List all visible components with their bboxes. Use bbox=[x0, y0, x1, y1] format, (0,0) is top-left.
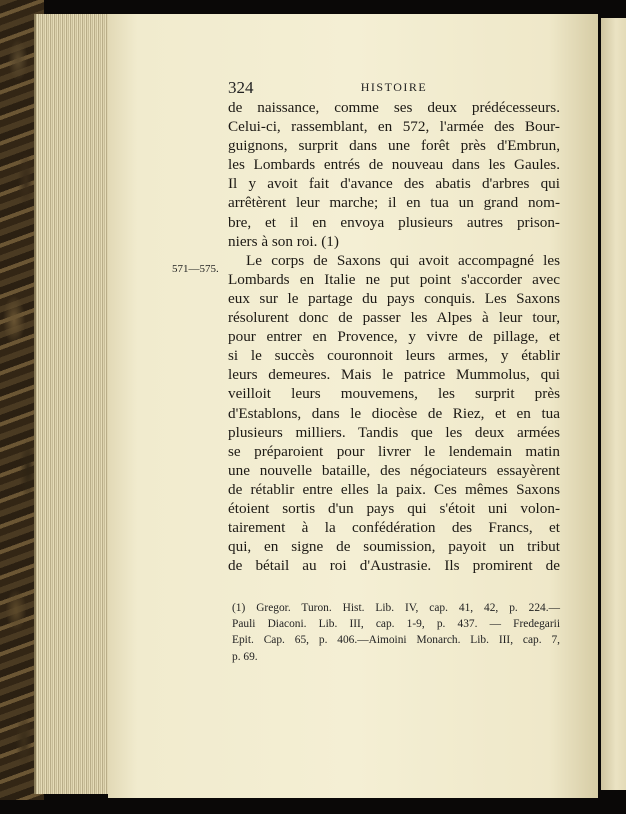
text-line: veilloit leurs mouvemens, les surprit près bbox=[228, 385, 560, 403]
text-line: leurs demeures. Mais le patrice Mummolus, qui bbox=[228, 366, 560, 384]
text-line: les Lombards entrés de nouveau dans les Gaules. bbox=[228, 156, 560, 174]
text-line: d'Establons, dans le diocèse de Riez, et en tua bbox=[228, 404, 560, 422]
text-line: guignons, surprit dans une forêt près d'Embrun, bbox=[228, 137, 560, 155]
page-edges bbox=[34, 14, 114, 794]
footnote-line: (1) Gregor. Turon. Hist. Lib. IV, cap. 41, 42, p. 224.— bbox=[232, 602, 560, 614]
text-line: de rétablir entre elles la paix. Ces mêmes Saxons bbox=[228, 480, 560, 498]
facing-page-edge bbox=[601, 18, 626, 790]
text-line: qui, en signe de soumission, payoit un tribut bbox=[228, 538, 560, 556]
margin-date-note: 571—575. bbox=[172, 263, 219, 275]
text-line: eux sur le partage du pays conquis. Les Saxons bbox=[228, 289, 560, 307]
body-text bbox=[228, 98, 560, 575]
text-line: arrêtèrent leur marche; il en tua un grand nom- bbox=[228, 194, 560, 212]
footnotes bbox=[232, 600, 560, 665]
text-line: Celui-ci, rassemblant, en 572, l'armée des Bour- bbox=[228, 118, 560, 136]
text-line: niers à son roi. (1) bbox=[228, 232, 339, 250]
text-line: tairement à la confédération des Francs, et bbox=[228, 519, 560, 537]
text-line: Le corps de Saxons qui avoit accompagné les bbox=[246, 251, 560, 269]
text-line: si le succès couronnoit leurs armes, y établir bbox=[228, 347, 560, 365]
text-line: résolurent donc de passer les Alpes à leur tour, bbox=[228, 309, 560, 327]
text-line: se préparoient pour livrer le lendemain matin bbox=[228, 442, 560, 460]
text-line: de naissance, comme ses deux prédécesseurs. bbox=[228, 99, 560, 116]
footnote-line: Epit. Cap. 65, p. 406.—Aimoini Monarch. Lib. III, cap. 7, bbox=[232, 634, 560, 647]
running-header bbox=[228, 78, 560, 100]
text-line: pour entrer en Provence, y vivre de pillage, et bbox=[228, 328, 560, 346]
page-number: 324 bbox=[228, 78, 254, 97]
text-line: Il y avoit fait d'avance des abatis d'arbres qui bbox=[228, 175, 560, 193]
text-line: étoient sortis d'un pays qui s'étoit uni volon- bbox=[228, 499, 560, 517]
text-line: une nouvelle bataille, des négociateurs essayèrent bbox=[228, 461, 560, 479]
text-line: bre, et il en envoya plusieurs autres prison- bbox=[228, 213, 560, 231]
text-line: plusieurs milliers. Tandis que les deux armées bbox=[228, 423, 560, 441]
footnote-line: Pauli Diaconi. Lib. III, cap. 1-9, p. 437. — Fredegarii bbox=[232, 618, 560, 631]
text-line: de bétail au roi d'Austrasie. Ils promirent de bbox=[228, 557, 560, 575]
text-line: Lombards en Italie ne put point s'accorder avec bbox=[228, 270, 560, 288]
footnote-line: p. 69. bbox=[232, 650, 258, 663]
running-title: HISTOIRE bbox=[360, 80, 428, 94]
